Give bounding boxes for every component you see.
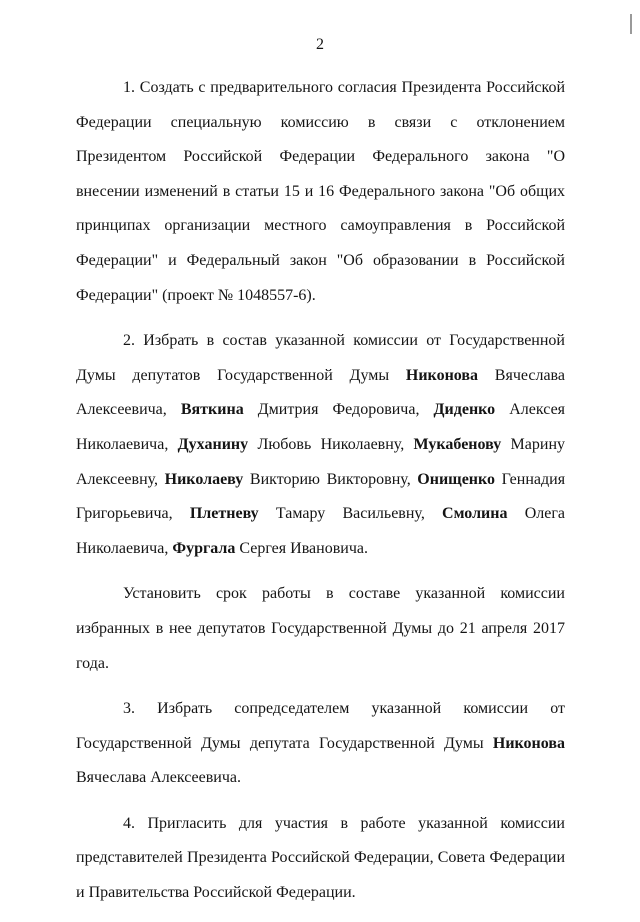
member-name: Марину Алексеевну xyxy=(76,435,565,488)
member-name: Дмитрия Федоровича xyxy=(257,401,416,419)
co-chair-surname: Никонова xyxy=(492,734,566,752)
member-surname: Духанину xyxy=(177,435,249,453)
member-name: Тамару Васильевну xyxy=(275,505,421,523)
paragraph-3-intro: 3. Избрать сопредседателем указанной комиссии от Государственной Думы депутата Государственной Думы xyxy=(76,700,565,752)
paragraph-1: 1. Создать с предварительного согласия Президента Российской Федерации специальную комиссию в связи с отклонением Президентом Российской Федерации Федерального закона "О внесении изменений в статьи 15 и 16 Федерального закона "Об общих принципах организации местного самоуправления в Российской Федерации" и Федеральный закон "Об образовании в Российской Федерации" (проект № 1048557-6). xyxy=(76,79,565,304)
member-surname: Никонова xyxy=(405,366,479,384)
member-surname: Онищенко xyxy=(417,470,496,488)
paragraph-4: 4. Пригласить для участия в работе указанной комиссии представителей Президента Российской Федерации, Совета Федерации и Правительства Российской Федерации. xyxy=(76,814,565,902)
paragraph-3 xyxy=(76,692,565,796)
member-surname: Смолина xyxy=(442,505,508,523)
member-name: Олега Николаевича xyxy=(76,505,566,557)
member-name: Викторию Викторовну xyxy=(249,470,407,488)
member-surname: Вяткина xyxy=(180,401,244,419)
member-name: Алексея Николаевича xyxy=(76,401,566,453)
page-number: 2 xyxy=(316,36,324,53)
co-chair-name: Вячеслава Алексеевича. xyxy=(76,769,241,787)
paragraph-2-term: Установить срок работы в составе указанной комиссии избранных в нее депутатов Государственной Думы до 21 апреля 2017 года. xyxy=(76,585,565,672)
member-name: Вячеслава Алексеевича xyxy=(76,366,565,419)
scan-mark xyxy=(630,14,632,34)
member-name: Геннадия Григорьевича xyxy=(76,470,566,523)
member-surname: Диденко xyxy=(433,401,496,419)
member-surname: Фургала xyxy=(172,539,236,557)
member-name: Любовь Николаевну xyxy=(257,435,401,453)
member-surname: Николаеву xyxy=(164,470,244,488)
document-body xyxy=(76,71,565,922)
member-surname: Мукабенову xyxy=(413,435,502,453)
member-name: Сергея Ивановича xyxy=(239,539,364,557)
paragraph-2-intro: 2. Избрать в состав указанной комиссии от Государственной Думы депутатов Государственной Думы xyxy=(76,332,565,384)
paragraph-2: 2. Избрать в состав указанной комиссии от Государственной Думы депутатов Государственной Думы Никонова Вячеслава Алексеевича, Вяткина Дмитрия Федоровича, Диденко Алексея Николаевича, Духанину Любовь Николаевну, Мукабенову Марину Алексеевну, Николаеву Викторию Викторовну, Онищенко Геннадия Григорьевича, Плетневу Тамару Васильевну, Смолина Олега Николаевича, Фургала Сергея Ивановича. xyxy=(76,332,566,557)
member-surname: Плетневу xyxy=(189,505,259,523)
